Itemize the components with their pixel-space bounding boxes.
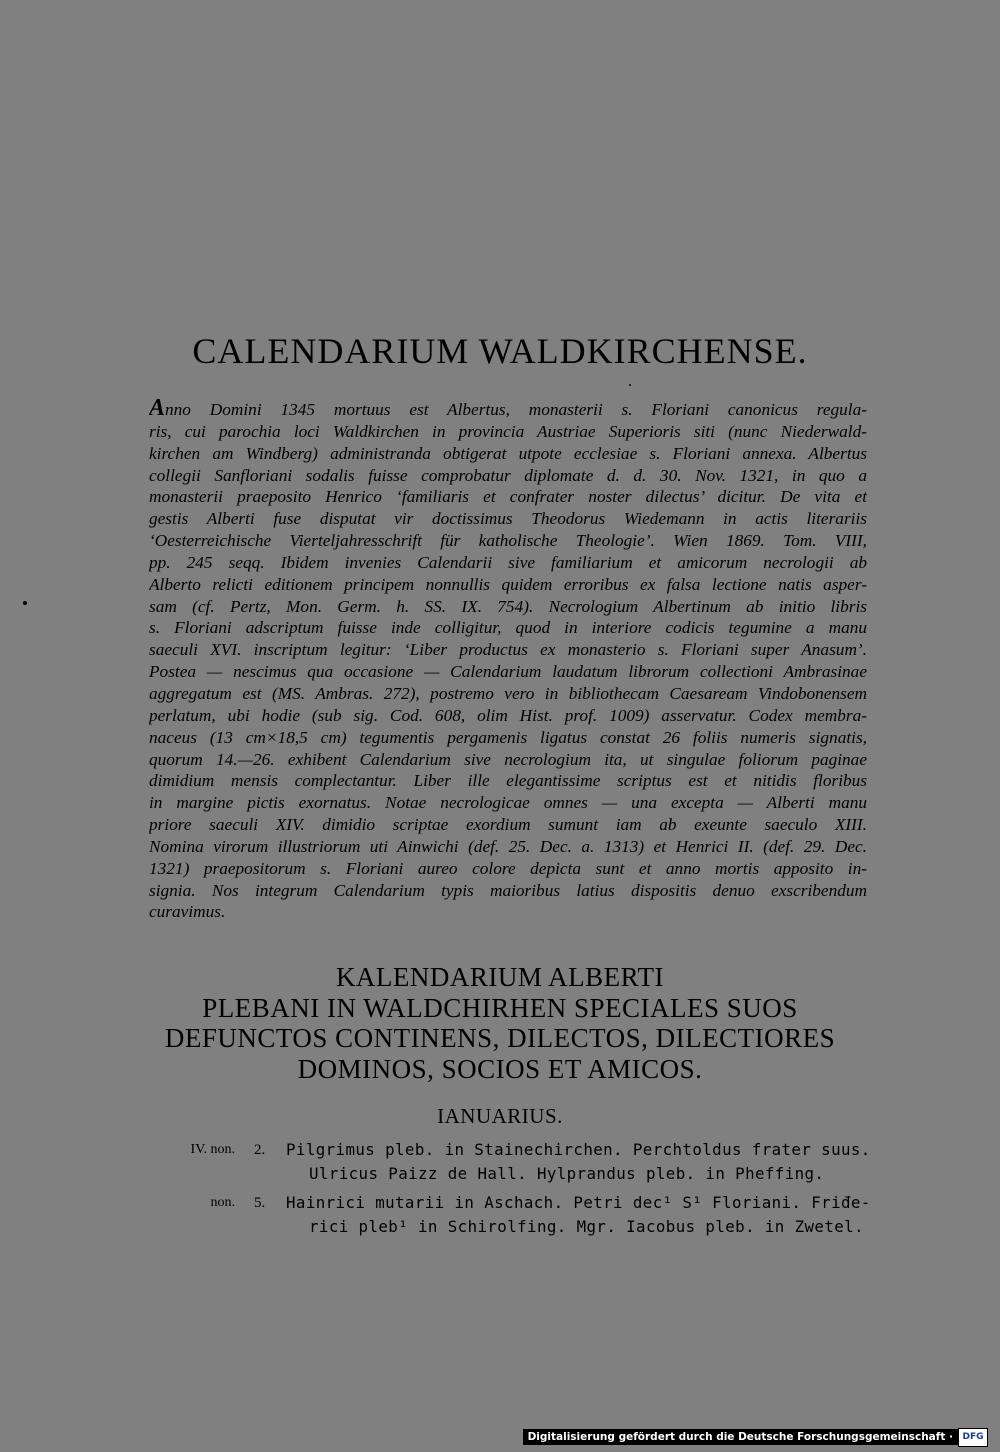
intro-line-24: curavimus. [149,902,226,922]
intro-line-11: s. Floriani adscriptum fuisse inde colligitur, quod in interiore codicis tegumine a manu [149,618,867,638]
entry-date-ref: non. [210,1195,235,1210]
intro-line-13: Postea — nescimus qua occasione — Calendarium laudatum librorum collectioni Ambrasinae [149,662,867,682]
intro-line-9: Alberto relicti editionem principem nonnullis quidem erroribus ex falsa lectione natis asper- [149,574,867,594]
intro-line-20: priore saeculi XIV. dimidio scriptae exordium sumunt iam ab exeunte saeculo XIII. [149,815,867,835]
intro-line-2: ris, cui parochia loci Waldkirchen in provincia Austriae Superioris siti (nunc Niederwald- [149,421,867,441]
intro-line-6: gestis Alberti fuse disputat vir doctissimus Theodorus Wiedemann in actis literariis [149,509,867,529]
intro-line-1-text: nno Domini 1345 mortuus est Albertus, monasterii s. Floriani canonicus regula- [165,400,867,419]
intro-line-7: ‘Oesterreichische Vierteljahresschrift für katholische Theologie’. Wien 1869. Tom. VIII, [149,531,867,551]
calendar-entries [0,1140,1000,1246]
entry-day: 2. [254,1142,266,1158]
month-heading: IANUARIUS. [437,1104,563,1128]
intro-line-5: monasterii praeposito Henrico ‘familiaris et confrater noster dilectus’ dicitur. De vita et [149,487,867,507]
margin-speck [23,601,27,605]
entry-line-2: Ulricus Paizz de Hall. Hylprandus pleb. in Pheffing. [309,1164,825,1183]
entry-line-1: Hainrici mutarii in Aschach. Petri dec¹ S¹ Floriani. Friđe- [286,1193,871,1212]
kalendarium-heading-line-4: DOMINOS, SOCIOS ET AMICOS. [297,1053,703,1084]
entry-day: 5. [254,1195,266,1211]
drop-cap: A [149,398,166,421]
kalendarium-heading-line-1: KALENDARIUM ALBERTI [335,962,665,992]
intro-line-21: Nomina virorum illustriorum uti Ainwichi (def. 25. Dec. a. 1313) et Henrici II. (def. 29. Dec. [149,836,867,856]
page-title: CALENDARIUM WALDKIRCHENSE. [192,331,808,371]
intro-line-23: signia. Nos integrum Calendarium typis maioribus latius dispositis denuo exscribendum [149,880,867,900]
intro-line-1 [149,398,867,421]
intro-line-18: dimidium mensis complectantur. Liber ille elegantissime scriptus est et nitidis floribus [149,771,867,791]
intro-line-3: kirchen am Windberg) administranda obtigerat utpote ecclesiae s. Floriani annexa. Albertus [149,443,867,463]
calendar-entry [0,1193,1000,1243]
entry-line-2: rici pleb¹ in Schirolfing. Mgr. Iacobus pleb. in Zwetel. [309,1217,864,1236]
dfg-logo-icon: DFG [958,1428,988,1447]
kalendarium-heading-line-2: PLEBANI IN WALDCHIRHEN SPECIALES SUOS [202,992,798,1023]
intro-line-14: aggregatum est (MS. Ambras. 272), postremo vero in bibliothecam Caesaream Vindobonensem [149,683,867,703]
intro-line-8: pp. 245 seqq. Ibidem invenies Calendarii sive familiarium et amicorum necrologii ab [149,552,867,572]
intro-paragraph [149,398,867,923]
intro-line-19: in margine pictis exornatus. Notae necrologicae omnes — una excepta — Alberti manu [149,793,867,813]
calendar-entry [0,1140,1000,1190]
entry-date-ref: IV. non. [190,1142,235,1157]
digitization-credit: Digitalisierung gefördert durch die Deutsche Forschungsgemeinschaft · [523,1429,958,1445]
intro-line-22: 1321) praepositorum s. Floriani aureo colore depicta sunt et anno mortis apposito in- [149,858,867,878]
kalendarium-heading-line-3: DEFUNCTOS CONTINENS, DILECTOS, DILECTIORES [164,1023,836,1053]
kalendarium-heading [0,962,1000,1084]
intro-line-17: quorum 14.—26. exhibent Calendarium sive necrologium ita, ut singulae foliorum paginae [149,749,867,769]
entry-line-1: Pilgrimus pleb. in Stainechirchen. Perchtoldus frater suus. [286,1140,871,1159]
intro-line-15: perlatum, ubi hodie (sub sig. Cod. 608, olim Hist. prof. 1009) asservatur. Codex membra- [149,705,867,725]
intro-line-4: collegii Sanfloriani sodalis fuisse comprobatur diplomate d. d. 30. Nov. 1321, in quo a [149,465,867,485]
intro-line-16: naceus (13 cm×18,5 cm) tegumentis pergamenis ligatus constat 26 foliis numeris signatis, [149,727,867,747]
intro-line-10: sam (cf. Pertz, Mon. Germ. h. SS. IX. 754). Necrologium Albertinum ab initio libris [149,596,867,616]
dot-mark [629,384,631,386]
intro-line-12: saeculi XVI. inscriptum legitur: ‘Liber productus ex monasterio s. Floriani super Anasum’. [149,640,867,660]
